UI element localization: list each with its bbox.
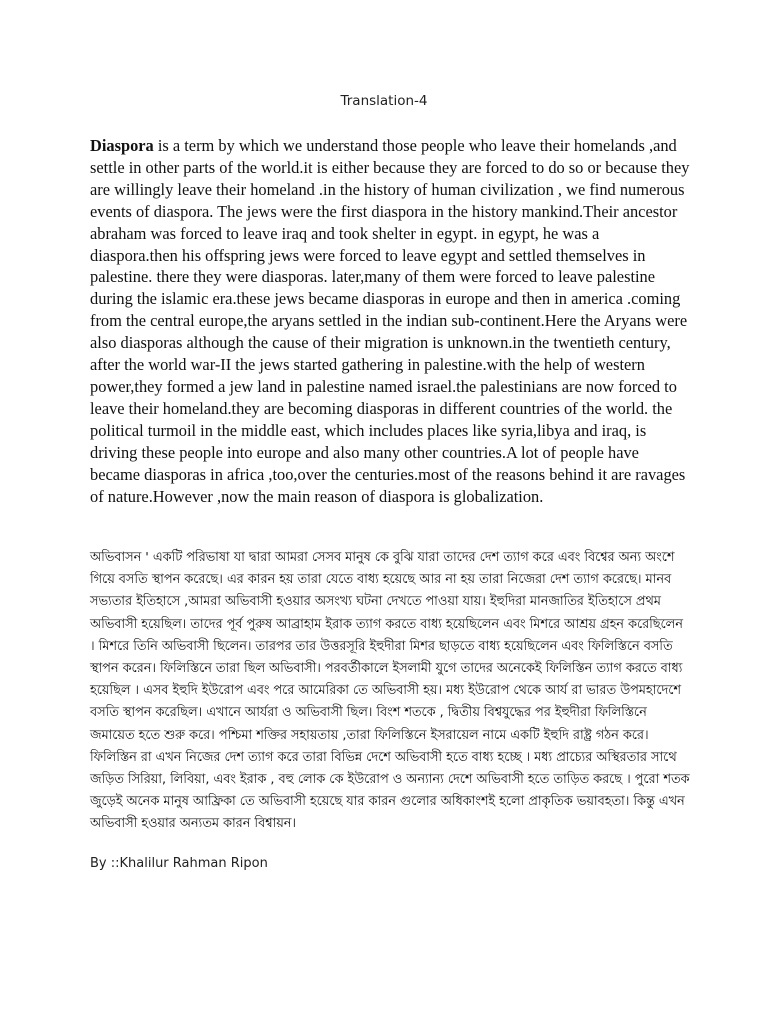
document-title: Translation-4 [340, 93, 428, 109]
english-paragraph [90, 135, 690, 507]
lead-term: Diaspora [90, 136, 154, 155]
bangla-paragraph: অভিবাসন ' একটি পরিভাষা যা দ্বারা আমরা সেসব মানুষ কে বুঝি যারা তাদের দেশ ত্যাগ করে এবং বিশ্বের অন্য অংশে গিয়ে বসতি স্থাপন করেছে। এর কারন হয় তারা যেতে বাধ্য হয়েছে আর না হয় তারা নিজেরা দেশ ত্যাগ করেছে। মানব সভ্যতার ইতিহাসে ,আমরা অভিবাসী হওয়ার অসংখ্য ঘটনা দেখতে পাওয়া যায়। ইহুদিরা মানজাতির ইতিহাসে প্রথম অভিবাসী হয়েছিল। তাদের পূর্ব পুরুষ আব্রাহাম ইরাক ত্যাগ করতে বাধ্য হয়েছিলেন এবং মিশরে আশ্রয় গ্রহন করেছিলেন । মিশরে তিনি অভিবাসী ছিলেন। তারপর তার উত্তরসূরি ইহুদীরা মিশর ছাড়তে বাধ্য হয়েছিলেন এবং ফিলিস্তিনে বসতি স্থাপন করেন। ফিলিস্তিনে তারা ছিল অভিবাসী। পরবর্তীকালে ইসলামী যুগে তাদের অনেকেই ফিলিস্তিন ত্যাগ করতে বাধ্য হয়েছিল । এসব ইহুদি ইউরোপ এবং পরে আমেরিকা তে অভিবাসী হয়। মধ্য ইউরোপ থেকে আর্য রা ভারত উপমহাদেশে বসতি স্থাপন করেছিল। এখানে আর্যরা ও অভিবাসী ছিল। বিংশ শতকে , দ্বিতীয় বিশ্বযুদ্ধের পর ইহুদীরা ফিলিস্তিনে জমায়েত হতে শুরু করে। পশ্চিমা শক্তির সহায়তায় ,তারা ফিলিস্তিনে ইসরায়েল নামে একটি ইহুদি রাষ্ট্র গঠন করে। ফিলিস্তিন রা এখন নিজের দেশ ত্যাগ করে তারা বিভিন্ন দেশে অভিবাসী হতে বাধ্য হচ্ছে । মধ্য প্রাচ্যের অস্থিরতার সাথে জড়িত সিরিয়া, লিবিয়া, এবং ইরাক , বহু লোক কে ইউরোপ ও অন্যান্য দেশে অভিবাসী হতে তাড়িত করছে । পুরো শতক জুড়েই অনেক মানুষ আফ্রিকা তে অভিবাসী হয়েছে যার কারন গুলোর অধিকাংশই হলো প্রাকৃতিক ভয়াবহতা। কিন্তু এখন অভিবাসী হওয়ার অন্যতম কারন বিশ্বায়ন। [90, 550, 690, 832]
author-byline: By ::Khalilur Rahman Ripon [90, 856, 268, 871]
english-body-text: is a term by which we understand those people who leave their homelands ,and settle in other parts of the world.it is either because they are forced to do so or because they are willingly leave their homeland .in the history of human civilization , we find numerous events of diaspora. The jews were the first diaspora in the history mankind.Their ancestor abraham was forced to leave iraq and took shelter in egypt. in egypt, he was a diaspora.then his offspring jews were forced to leave egypt and settled themselves in palestine. there they were diasporas. later,many of them were forced to leave palestine during the islamic era.these jews became diasporas in europe and then in america .coming from the central europe,the aryans settled in the indian sub-continent.Here the Aryans were also diasporas although the cause of their migration is unknown.in the twentieth century, after the world war-II the jews started gathering in palestine.with the help of western power,they formed a jew land in palestine named israel.the palestinians are now forced to leave their homeland.they are becoming diasporas in different countries of the world. the political turmoil in the middle east, which includes places like syria,libya and iraq, is driving these people into europe and also many other countries.A lot of people have became diasporas in africa ,too,over the centuries.most of the reasons behind it are ravages of nature.However ,now the main reason of diaspora is globalization. [90, 136, 690, 506]
